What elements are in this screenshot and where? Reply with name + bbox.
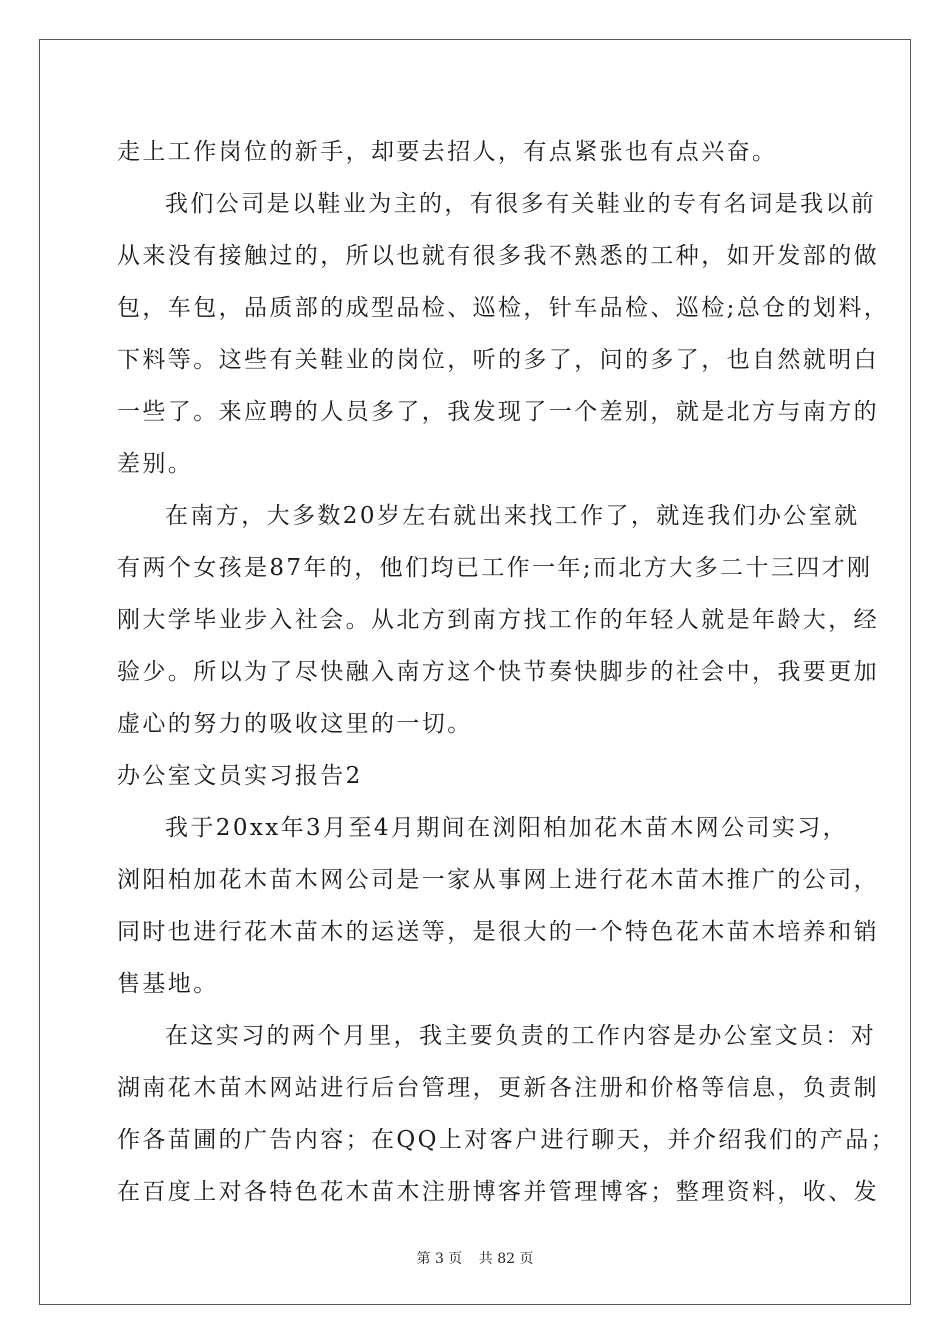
text-line: 浏阳柏加花木苗木网公司是一家从事网上进行花木苗木推广的公司， <box>117 867 879 893</box>
text-line: 湖南花木苗木网站进行后台管理，更新各注册和价格等信息，负责制 <box>117 1075 879 1101</box>
text-line: 有两个女孩是87年的，他们均已工作一年;而北方大多二十三四才刚 <box>117 555 873 581</box>
text-line: 在这实习的两个月里，我主要负责的工作内容是办公室文员：对 <box>165 1023 877 1049</box>
text-line: 包，车包，品质部的成型品检、巡检，针车品检、巡检;总仓的划料， <box>117 295 890 321</box>
page-total: 共 82 页 <box>478 1251 534 1267</box>
text-line: 售基地。 <box>117 971 219 997</box>
text-line: 从来没有接触过的，所以也就有很多我不熟悉的工种，如开发部的做 <box>117 243 879 269</box>
page-number: 第 3 页 <box>416 1251 463 1267</box>
text-line: 差别。 <box>117 451 194 477</box>
text-line: 一些了。来应聘的人员多了，我发现了一个差别，就是北方与南方的 <box>117 399 879 425</box>
text-line: 作各苗圃的广告内容；在QQ上对客户进行聊天，并介绍我们的产品； <box>117 1127 897 1153</box>
text-line: 我于20xx年3月至4月期间在浏阳柏加花木苗木网公司实习， <box>165 815 849 841</box>
text-line: 在百度上对各特色花木苗木注册博客并管理博客；整理资料，收、发 <box>117 1179 879 1205</box>
document-body <box>117 126 897 1218</box>
text-line: 虚心的努力的吸收这里的一切。 <box>117 711 473 737</box>
text-line: 在南方，大多数20岁左右就出来找工作了，就连我们办公室就 <box>165 503 860 529</box>
page-footer <box>0 1248 950 1268</box>
text-line: 走上工作岗位的新手，却要去招人，有点紧张也有点兴奋。 <box>117 139 778 165</box>
text-line: 下料等。这些有关鞋业的岗位，听的多了，问的多了，也自然就明白 <box>117 347 879 373</box>
text-line: 我们公司是以鞋业为主的，有很多有关鞋业的专有名词是我以前 <box>165 191 877 217</box>
section-heading: 办公室文员实习报告2 <box>117 763 363 789</box>
text-line: 同时也进行花木苗木的运送等，是很大的一个特色花木苗木培养和销 <box>117 919 879 945</box>
text-line: 验少。所以为了尽快融入南方这个快节奏快脚步的社会中，我要更加 <box>117 659 879 685</box>
text-line: 刚大学毕业步入社会。从北方到南方找工作的年轻人就是年龄大，经 <box>117 607 879 633</box>
